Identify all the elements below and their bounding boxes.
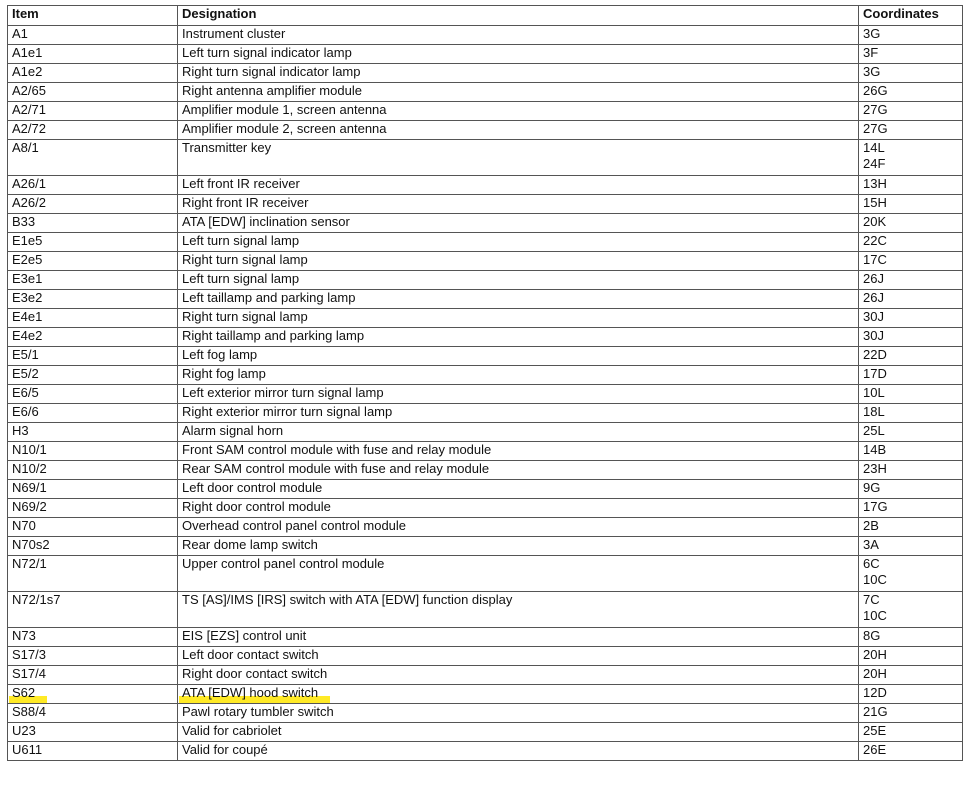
table-row — [8, 404, 963, 423]
designation-text: Left front IR receiver — [182, 176, 300, 191]
designation-text: Left door contact switch — [182, 647, 319, 662]
coordinates-cell — [859, 328, 963, 347]
designation-cell — [178, 252, 859, 271]
designation-text: Right turn signal lamp — [182, 252, 308, 267]
designation-cell — [178, 480, 859, 499]
designation-cell — [178, 704, 859, 723]
designation-text: Left taillamp and parking lamp — [182, 290, 356, 305]
item-code: N72/1 — [12, 556, 47, 571]
item-code: E3e2 — [12, 290, 43, 305]
item-code: N73 — [12, 628, 36, 643]
table-row — [8, 647, 963, 666]
table-row — [8, 537, 963, 556]
designation-text: Right door contact switch — [182, 666, 328, 681]
designation-text: Amplifier module 1, screen antenna — [182, 102, 387, 117]
coordinates-cell — [859, 556, 963, 592]
item-code: A8/1 — [12, 140, 39, 155]
coordinate-value: 26E — [863, 742, 887, 757]
item-cell — [8, 64, 178, 83]
table-row — [8, 102, 963, 121]
item-cell — [8, 423, 178, 442]
coordinate-value: 12D — [863, 685, 887, 700]
coordinates-cell — [859, 518, 963, 537]
header-item: Item — [8, 6, 178, 26]
coordinates-cell — [859, 233, 963, 252]
item-cell — [8, 592, 178, 628]
designation-text: Right fog lamp — [182, 366, 266, 381]
designation-cell — [178, 290, 859, 309]
item-code: E4e1 — [12, 309, 43, 324]
coordinates-cell — [859, 628, 963, 647]
item-cell — [8, 176, 178, 195]
item-cell — [8, 499, 178, 518]
header-designation: Designation — [178, 6, 859, 26]
designation-text: Rear dome lamp switch — [182, 537, 318, 552]
designation-text: Right exterior mirror turn signal lamp — [182, 404, 393, 419]
table-row — [8, 347, 963, 366]
item-code: N70 — [12, 518, 36, 533]
coordinate-value: 10L — [863, 385, 885, 400]
designation-text: ATA [EDW] inclination sensor — [182, 214, 350, 229]
item-code: A2/65 — [12, 83, 46, 98]
designation-cell — [178, 45, 859, 64]
item-cell — [8, 121, 178, 140]
designation-text: Left exterior mirror turn signal lamp — [182, 385, 384, 400]
coordinate-value: 21G — [863, 704, 888, 719]
designation-cell — [178, 423, 859, 442]
table-row — [8, 140, 963, 176]
designation-cell — [178, 723, 859, 742]
coordinates-cell — [859, 592, 963, 628]
coordinate-value: 14L — [863, 140, 885, 155]
coordinate-value: 3G — [863, 64, 881, 79]
table-row — [8, 461, 963, 480]
item-cell — [8, 442, 178, 461]
coordinates-cell — [859, 214, 963, 233]
coordinates-cell — [859, 366, 963, 385]
item-code: S88/4 — [12, 704, 46, 719]
table-row — [8, 480, 963, 499]
table-row — [8, 385, 963, 404]
table-row — [8, 366, 963, 385]
item-code: N70s2 — [12, 537, 50, 552]
item-cell — [8, 461, 178, 480]
coordinate-value: 26J — [863, 290, 884, 305]
table-row — [8, 518, 963, 537]
designation-text: Right turn signal indicator lamp — [182, 64, 361, 79]
designation-cell — [178, 666, 859, 685]
coordinate-value: 8G — [863, 628, 881, 643]
item-cell — [8, 704, 178, 723]
coordinate-value: 20H — [863, 666, 887, 681]
coordinate-value: 3F — [863, 45, 879, 60]
designation-text: Valid for coupé — [182, 742, 268, 757]
item-cell — [8, 723, 178, 742]
item-code: E6/5 — [12, 385, 39, 400]
designation-text: Left fog lamp — [182, 347, 258, 362]
coordinate-value: 18L — [863, 404, 885, 419]
coordinates-cell — [859, 121, 963, 140]
coordinate-value: 3G — [863, 26, 881, 41]
coordinates-cell — [859, 195, 963, 214]
table-row — [8, 499, 963, 518]
designation-text: Left door control module — [182, 480, 323, 495]
coordinates-cell — [859, 742, 963, 761]
item-cell — [8, 214, 178, 233]
item-code: E4e2 — [12, 328, 43, 343]
item-code: S17/3 — [12, 647, 46, 662]
coordinate-value: 25L — [863, 423, 885, 438]
coordinates-cell — [859, 685, 963, 704]
coordinate-value: 15H — [863, 195, 887, 210]
coordinates-cell — [859, 26, 963, 45]
coordinates-cell — [859, 64, 963, 83]
coordinate-value: 26G — [863, 83, 888, 98]
table-row — [8, 556, 963, 592]
coordinate-value: 7C — [863, 592, 880, 607]
item-cell — [8, 195, 178, 214]
designation-cell — [178, 309, 859, 328]
table-row — [8, 233, 963, 252]
item-cell — [8, 26, 178, 45]
coordinate-value: 17D — [863, 366, 887, 381]
table-row — [8, 121, 963, 140]
designation-cell — [178, 442, 859, 461]
item-cell — [8, 742, 178, 761]
item-code: E2e5 — [12, 252, 43, 267]
coordinates-cell — [859, 704, 963, 723]
designation-cell — [178, 592, 859, 628]
item-code: N72/1s7 — [12, 592, 61, 607]
item-cell — [8, 347, 178, 366]
designation-text: Left turn signal indicator lamp — [182, 45, 352, 60]
coordinate-value: 30J — [863, 328, 884, 343]
designation-text: Right front IR receiver — [182, 195, 309, 210]
item-cell — [8, 83, 178, 102]
designation-text: Right antenna amplifier module — [182, 83, 362, 98]
designation-text: EIS [EZS] control unit — [182, 628, 307, 643]
item-cell — [8, 45, 178, 64]
item-code: A1 — [12, 26, 28, 41]
designation-text: Amplifier module 2, screen antenna — [182, 121, 387, 136]
coordinates-cell — [859, 176, 963, 195]
item-code: B33 — [12, 214, 36, 229]
coordinate-value: 10C — [863, 572, 887, 587]
table-row — [8, 195, 963, 214]
coordinates-cell — [859, 347, 963, 366]
coordinates-cell — [859, 461, 963, 480]
item-code: H3 — [12, 423, 29, 438]
designation-text: Overhead control panel control module — [182, 518, 407, 533]
designation-text: Pawl rotary tumbler switch — [182, 704, 334, 719]
item-code: A1e1 — [12, 45, 43, 60]
coordinate-value: 6C — [863, 556, 880, 571]
item-cell — [8, 537, 178, 556]
coordinates-cell — [859, 480, 963, 499]
table-row — [8, 685, 963, 704]
designation-cell — [178, 461, 859, 480]
coordinate-value: 30J — [863, 309, 884, 324]
designation-cell — [178, 647, 859, 666]
designation-cell — [178, 518, 859, 537]
coordinates-cell — [859, 404, 963, 423]
coordinates-cell — [859, 309, 963, 328]
designation-text: Transmitter key — [182, 140, 272, 155]
item-code: E1e5 — [12, 233, 43, 248]
item-code: E5/1 — [12, 347, 39, 362]
designation-text: Upper control panel control module — [182, 556, 385, 571]
item-cell — [8, 666, 178, 685]
item-code: A26/2 — [12, 195, 46, 210]
item-cell — [8, 366, 178, 385]
coordinates-cell — [859, 647, 963, 666]
designation-cell — [178, 121, 859, 140]
table-row — [8, 26, 963, 45]
table-row — [8, 83, 963, 102]
designation-cell — [178, 233, 859, 252]
coordinate-value: 10C — [863, 608, 887, 623]
designation-text: Right turn signal lamp — [182, 309, 308, 324]
coordinate-value: 20K — [863, 214, 887, 229]
coordinate-value: 23H — [863, 461, 887, 476]
coordinate-value: 27G — [863, 121, 888, 136]
highlighted-item-code: S62 — [12, 685, 36, 700]
table-row — [8, 64, 963, 83]
designation-text: Left turn signal lamp — [182, 233, 300, 248]
designation-cell — [178, 385, 859, 404]
header-coordinates: Coordinates — [859, 6, 963, 26]
designation-cell — [178, 176, 859, 195]
table-row — [8, 214, 963, 233]
table-row — [8, 666, 963, 685]
table-row — [8, 704, 963, 723]
designation-cell — [178, 628, 859, 647]
designation-cell — [178, 195, 859, 214]
table-body — [8, 26, 963, 761]
table-row — [8, 723, 963, 742]
designation-cell — [178, 404, 859, 423]
coordinates-cell — [859, 290, 963, 309]
item-code: N69/1 — [12, 480, 47, 495]
coordinate-value: 17G — [863, 499, 888, 514]
coordinate-value: 3A — [863, 537, 879, 552]
item-code: A2/71 — [12, 102, 46, 117]
item-cell — [8, 271, 178, 290]
coordinates-cell — [859, 102, 963, 121]
item-code: S17/4 — [12, 666, 46, 681]
designation-text: Left turn signal lamp — [182, 271, 300, 286]
item-code: U611 — [12, 742, 43, 757]
coordinate-value: 25E — [863, 723, 887, 738]
coordinate-value: 26J — [863, 271, 884, 286]
coordinates-cell — [859, 83, 963, 102]
coordinate-value: 24F — [863, 156, 886, 171]
designation-cell — [178, 347, 859, 366]
item-cell — [8, 290, 178, 309]
item-cell — [8, 102, 178, 121]
coordinates-cell — [859, 45, 963, 64]
item-code: E3e1 — [12, 271, 43, 286]
table-row — [8, 45, 963, 64]
designation-cell — [178, 271, 859, 290]
table-row — [8, 442, 963, 461]
designation-text: Right taillamp and parking lamp — [182, 328, 365, 343]
item-cell — [8, 685, 178, 704]
coordinate-value: 22C — [863, 233, 887, 248]
table-row — [8, 252, 963, 271]
designation-text: TS [AS]/IMS [IRS] switch with ATA [EDW] function display — [182, 592, 513, 607]
designation-text: Instrument cluster — [182, 26, 286, 41]
table-row — [8, 271, 963, 290]
coordinates-cell — [859, 723, 963, 742]
table-row — [8, 592, 963, 628]
coordinates-cell — [859, 537, 963, 556]
coordinates-cell — [859, 499, 963, 518]
item-cell — [8, 385, 178, 404]
coordinates-cell — [859, 252, 963, 271]
table-row — [8, 423, 963, 442]
designation-cell — [178, 26, 859, 45]
coordinates-cell — [859, 423, 963, 442]
designation-text: Valid for cabriolet — [182, 723, 282, 738]
designation-cell — [178, 685, 859, 704]
item-code: E6/6 — [12, 404, 39, 419]
designation-text: Rear SAM control module with fuse and relay module — [182, 461, 490, 476]
designation-text: Right door control module — [182, 499, 331, 514]
coordinate-value: 17C — [863, 252, 887, 267]
item-cell — [8, 252, 178, 271]
designation-cell — [178, 140, 859, 176]
item-cell — [8, 556, 178, 592]
designation-cell — [178, 556, 859, 592]
coordinate-value: 22D — [863, 347, 887, 362]
component-table — [7, 5, 963, 761]
designation-cell — [178, 537, 859, 556]
coordinate-value: 27G — [863, 102, 888, 117]
coordinates-cell — [859, 666, 963, 685]
coordinate-value: 14B — [863, 442, 887, 457]
designation-cell — [178, 499, 859, 518]
table-row — [8, 176, 963, 195]
coordinate-value: 13H — [863, 176, 887, 191]
item-cell — [8, 647, 178, 666]
item-code: N10/1 — [12, 442, 47, 457]
item-cell — [8, 328, 178, 347]
header-row — [8, 6, 963, 26]
coordinates-cell — [859, 271, 963, 290]
coordinate-value: 20H — [863, 647, 887, 662]
item-cell — [8, 233, 178, 252]
item-code: A1e2 — [12, 64, 43, 79]
coordinates-cell — [859, 140, 963, 176]
coordinates-cell — [859, 385, 963, 404]
item-cell — [8, 309, 178, 328]
highlighted-designation-text: ATA [EDW] hood switch — [182, 685, 319, 700]
designation-cell — [178, 83, 859, 102]
item-cell — [8, 140, 178, 176]
item-code: U23 — [12, 723, 36, 738]
table-row — [8, 328, 963, 347]
item-code: A2/72 — [12, 121, 46, 136]
item-cell — [8, 518, 178, 537]
item-cell — [8, 480, 178, 499]
designation-cell — [178, 742, 859, 761]
item-cell — [8, 404, 178, 423]
table-row — [8, 628, 963, 647]
designation-text: Front SAM control module with fuse and relay module — [182, 442, 492, 457]
item-code: N69/2 — [12, 499, 47, 514]
item-code: A26/1 — [12, 176, 46, 191]
designation-text: Alarm signal horn — [182, 423, 284, 438]
designation-cell — [178, 64, 859, 83]
coordinates-cell — [859, 442, 963, 461]
coordinate-value: 9G — [863, 480, 881, 495]
item-cell — [8, 628, 178, 647]
item-code: E5/2 — [12, 366, 39, 381]
coordinate-value: 2B — [863, 518, 879, 533]
designation-cell — [178, 214, 859, 233]
table-row — [8, 290, 963, 309]
table-row — [8, 309, 963, 328]
item-code: N10/2 — [12, 461, 47, 476]
table-row — [8, 742, 963, 761]
designation-cell — [178, 366, 859, 385]
designation-cell — [178, 102, 859, 121]
designation-cell — [178, 328, 859, 347]
